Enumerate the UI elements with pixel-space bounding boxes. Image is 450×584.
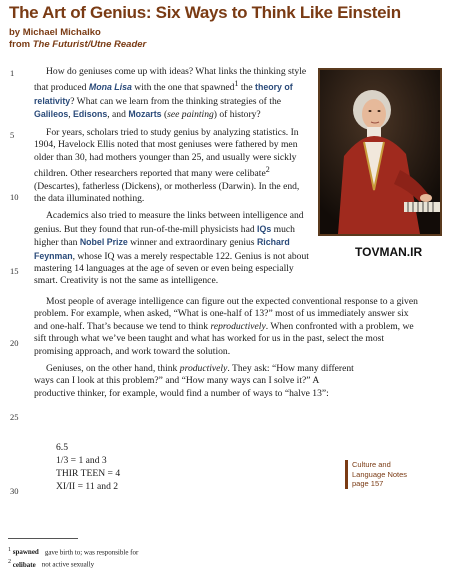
term-richard-feynman: Richard Feynman bbox=[34, 237, 290, 261]
example-item: THIR TEEN = 4 bbox=[56, 468, 121, 479]
line-number-15: 15 bbox=[10, 266, 19, 276]
footnote-term: celibate bbox=[12, 560, 36, 569]
footnote-2: $^2$ celibate not active sexually bbox=[8, 559, 95, 569]
term-mozarts: Mozarts bbox=[128, 109, 162, 120]
term-edisons: Edisons bbox=[73, 109, 108, 120]
footnote-divider bbox=[8, 538, 78, 539]
footnote-ref-1: 1 bbox=[234, 79, 239, 89]
footnote-ref-2: 2 bbox=[265, 165, 270, 175]
line-number-20: 20 bbox=[10, 338, 19, 348]
halve-13-examples bbox=[56, 441, 120, 493]
paragraph-4: Most people of average intelligence can figure out the expected conventional response to a given problem. For example, when asked, “What is one-half of 13?” most of us immediately answer six and one-half. That’s because we tend to think reproductively. When confronted with a problem, we sift through what we’ve been taught and what has worked for us in the past, select the most promising approach, and work toward the solution. bbox=[34, 296, 418, 357]
term-galileos: Galileos bbox=[34, 109, 69, 120]
paragraph-3: Academics also tried to measure the links between intelligence and genius. But they found that run-of-the-mill physicists had IQs much higher than Nobel Prize winner and extraordinary genius Richard Feynman, whose IQ was a merely respectable 122. Genius is not about mastering 14 languages at the age of seven or even being especially smart. Creativity is not the same as intelligence. bbox=[34, 210, 309, 287]
article-title: The Art of Genius: Six Ways to Think Like Einstein bbox=[9, 3, 401, 22]
paragraph-2: For years, scholars tried to study genius by analyzing statistics. In 1904, Havelock Ellis noted that most geniuses were fathered by men older than 30, had mothers younger than 25, and usually were sickly children. Other researchers reported that many were celibate$^2$ (Descartes), fatherless (Dickens), or motherless (Darwin). In the end, the data illuminated nothing. bbox=[34, 126, 300, 205]
footnote-term: spawned bbox=[12, 548, 39, 557]
term-mona-lisa: Mona Lisa bbox=[88, 82, 132, 93]
portrait-painting bbox=[320, 70, 440, 234]
line-number-30: 30 bbox=[10, 486, 19, 496]
paragraph-5: Geniuses, on the other hand, think productively. They ask: “How many different ways can I look at this problem?” and “How many ways can I solve it?” A productive thinker, for example, would find a number of ways to “halve 13”: bbox=[34, 363, 354, 399]
line-number-1: 1 bbox=[10, 68, 15, 78]
line-number-10: 10 bbox=[10, 192, 19, 202]
byline bbox=[9, 27, 146, 51]
paragraph-1: How do geniuses come up with ideas? What links the thinking style that produced Mona Lisa with the one that spawned$^1$ the theory of relativity? What can we learn from the thinking strategies of the Galileos, Edisons, and Mozarts (see painting) of history? bbox=[34, 66, 307, 121]
footnote-definition: gave birth to; was responsible for bbox=[44, 548, 139, 557]
article-body-top bbox=[34, 66, 310, 293]
watermark: TOVMAN.IR bbox=[355, 245, 423, 259]
term-iqs: IQs bbox=[257, 223, 272, 234]
article-body-bottom bbox=[34, 296, 426, 405]
example-item: XI/II = 11 and 2 bbox=[56, 481, 119, 492]
footnotes bbox=[8, 545, 138, 570]
term-theory-of-relativity: theory of relativity bbox=[34, 82, 293, 106]
line-number-25: 25 bbox=[10, 412, 19, 422]
author: by Michael Michalko bbox=[9, 27, 101, 38]
line-number-5: 5 bbox=[10, 130, 15, 140]
source-prefix: from bbox=[9, 39, 33, 50]
example-item: 6.5 bbox=[56, 442, 68, 453]
source-line bbox=[9, 39, 146, 51]
term-nobel-prize: Nobel Prize bbox=[79, 237, 128, 248]
footnote-definition: not active sexually bbox=[41, 560, 95, 569]
mozart-portrait-image bbox=[318, 68, 442, 236]
source-title: The Futurist/Utne Reader bbox=[32, 39, 147, 50]
footnote-1: $^1$ spawned gave birth to; was responsible for bbox=[8, 547, 139, 557]
culture-language-note: Culture and Language Notes page 157 bbox=[345, 460, 407, 489]
example-item: 1/3 = 1 and 3 bbox=[56, 455, 107, 466]
